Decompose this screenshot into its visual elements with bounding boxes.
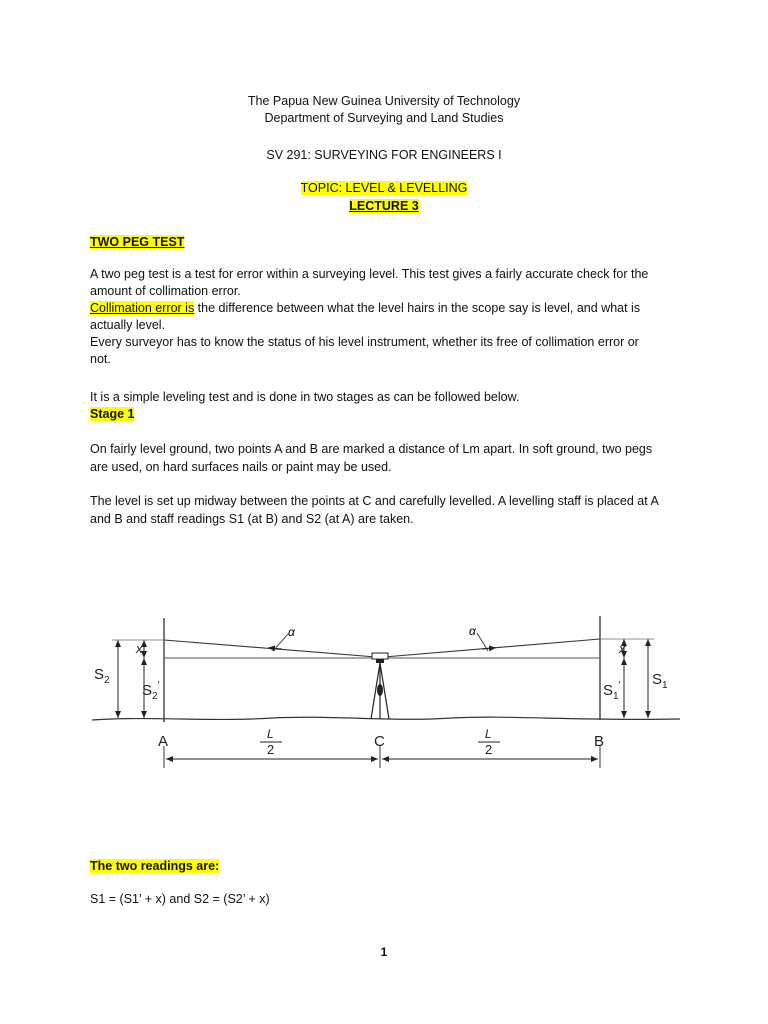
section-heading: TWO PEG TEST (90, 235, 185, 249)
stage1-paragraph-1 (90, 440, 690, 476)
topic-text: TOPIC: LEVEL & LEVELLING (300, 181, 468, 195)
half-right-denominator: 2 (485, 742, 493, 757)
intro-line-1: A two peg test is a test for error within a surveying level. This test gives a fairly accurate check for the (90, 267, 649, 281)
half-left-denominator: 2 (267, 742, 275, 757)
stage1-p2-line-1: The level is set up midway between the points at C and carefully levelled. A levelling staff is placed at A (90, 494, 659, 508)
stage1-heading-line (90, 406, 690, 423)
department-name: Department of Surveying and Land Studies (264, 111, 504, 125)
stage1-p1-line-1: On fairly level ground, two points A and B are marked a distance of Lm apart. In soft ground, two pegs (90, 442, 653, 456)
university-name: The Papua New Guinea University of Technology (247, 94, 521, 108)
point-c-label: C (374, 733, 385, 750)
simple-test-paragraph (90, 389, 690, 423)
half-left-numerator: L (267, 727, 274, 741)
course-title: SV 291: SURVEYING FOR ENGINEERS I (266, 148, 502, 162)
collimation-definition: the difference between what the level hairs in the scope say is level, and what is (194, 301, 641, 315)
intro-line-2: amount of collimation error. (90, 284, 241, 298)
two-peg-test-diagram (92, 608, 682, 778)
lecture-text: LECTURE 3 (349, 199, 419, 213)
readings-heading: The two readings are: (90, 859, 220, 873)
stage1-heading: Stage 1 (90, 407, 135, 421)
readings-heading-block (90, 858, 690, 875)
s1-label: $S_1$ (652, 671, 668, 691)
section-heading-block (90, 234, 690, 251)
surveyor-line-1: Every surveyor has to know the status of his level instrument, whether its free of collimation error or (90, 335, 639, 349)
two-peg-test-figure (92, 608, 682, 778)
simple-test-line: It is a simple leveling test and is done in two stages as can be followed below. (90, 390, 520, 404)
surveyor-line-2: not. (90, 352, 111, 366)
half-right-numerator: L (485, 727, 492, 741)
ground-line (92, 717, 680, 720)
s1-prime-label: $S_1'$ (603, 680, 621, 702)
intro-paragraph (90, 266, 690, 368)
point-b-label: B (594, 733, 605, 750)
x-left-label: x (136, 641, 143, 656)
readings-equation: S1 = (S1’ + x) and S2 = (S2’ + x) (90, 892, 270, 906)
point-a-label: A (158, 733, 169, 750)
page-number: 1 (380, 945, 388, 959)
alpha-left-label: α (288, 625, 295, 639)
s2-prime-label: $S_2'$ (142, 680, 160, 702)
s2-label: $S_2$ (94, 666, 110, 686)
level-instrument (371, 653, 389, 719)
lecture-line (0, 198, 768, 214)
x-right-label: x (619, 641, 626, 656)
collimation-line-1 (90, 300, 690, 317)
stage1-paragraph-2 (90, 492, 690, 528)
collimation-term: Collimation error is (90, 301, 195, 315)
stage1-p1-line-2: are used, on hard surfaces nails or paint may be used. (90, 460, 392, 474)
sight-arrow-right (482, 648, 496, 649)
readings-equation-block (90, 891, 690, 908)
stage1-p2-line-2: and B and staff readings S1 (at B) and S2 (at A) are taken. (90, 512, 414, 526)
collimation-line-2: actually level. (90, 318, 166, 332)
topic-line (0, 180, 768, 196)
alpha-right-label: α (469, 624, 476, 638)
